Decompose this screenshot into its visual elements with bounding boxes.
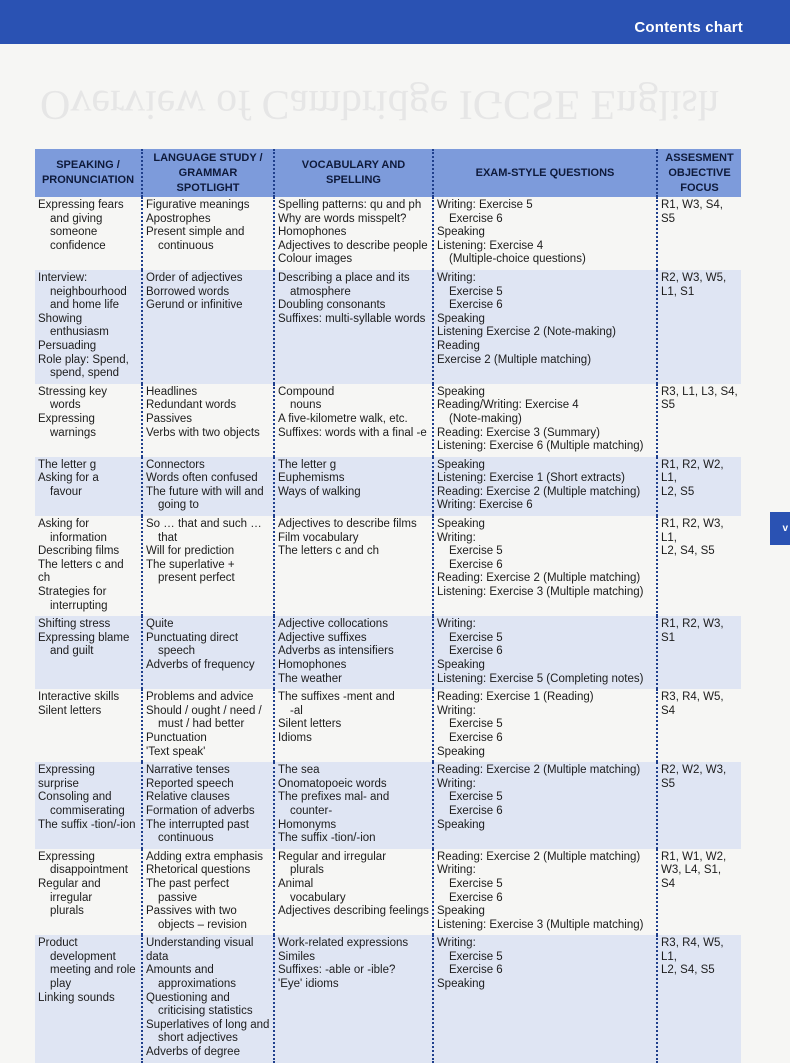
cell-line: Animal xyxy=(278,877,314,890)
cell-line: spend, spend xyxy=(50,367,120,380)
cell-line: plurals xyxy=(290,864,324,877)
cell-line: Writing: xyxy=(437,618,476,631)
cell-line: continuous xyxy=(158,239,214,252)
cell-line: (Multiple-choice questions) xyxy=(449,253,586,266)
cell-line: development xyxy=(50,950,116,963)
cell-line: Silent letters xyxy=(38,704,102,717)
cell-line: Listening: Exercise 6 (Multiple matching) xyxy=(437,440,644,453)
cell-line: Adjectives describing feelings xyxy=(278,905,429,918)
cell-line: The letter g xyxy=(38,458,97,471)
cell-line: plurals xyxy=(50,905,84,918)
cell-line: Listening: Exercise 5 (Completing notes) xyxy=(437,672,644,685)
assessment-cell xyxy=(657,516,741,616)
assessment-cell xyxy=(657,197,741,270)
cell-line: Adding extra emphasis xyxy=(146,850,263,863)
cell-line: -al xyxy=(290,704,303,717)
cell-line: Role play: Spend, xyxy=(38,353,129,366)
cell-line: Adjectives to describe films xyxy=(278,518,417,531)
cell-line: Reading: Exercise 2 (Multiple matching) xyxy=(437,850,641,863)
cell-line: Interactive skills xyxy=(38,691,120,704)
cell-line: play xyxy=(50,978,72,991)
language-study-cell xyxy=(142,935,274,1062)
exam-questions-cell xyxy=(433,689,657,762)
cell-line: and giving xyxy=(50,212,103,225)
cell-line: that xyxy=(158,531,178,544)
cell-line: Reading xyxy=(437,339,480,352)
cell-line: confidence xyxy=(50,239,106,252)
cell-line: Relative clauses xyxy=(146,791,230,804)
cell-line: Will for prediction xyxy=(146,545,235,558)
language-study-cell xyxy=(142,457,274,516)
cell-line: Expressing fears xyxy=(38,199,124,211)
cell-line: So … that and such … xyxy=(146,518,262,531)
assessment-cell xyxy=(657,689,741,762)
cell-line: The letters c and ch xyxy=(38,558,124,585)
cell-line: The letters c and ch xyxy=(278,545,379,558)
cell-line: Apostrophes xyxy=(146,212,211,225)
cell-line: Expressing surprise xyxy=(38,764,95,790)
cell-line: favour xyxy=(50,485,82,498)
speaking-cell xyxy=(35,270,142,384)
cell-line: Asking for xyxy=(38,518,90,531)
vocabulary-cell xyxy=(274,935,433,1062)
cell-line: and home life xyxy=(50,299,120,312)
cell-line: A five-kilometre walk, etc. xyxy=(278,412,408,425)
cell-line: Rhetorical questions xyxy=(146,864,251,877)
language-study-cell xyxy=(142,516,274,616)
speaking-cell xyxy=(35,935,142,1062)
cell-line: R1, R2, W3, S1 xyxy=(661,618,724,644)
language-study-cell xyxy=(142,762,274,849)
cell-line: Suffixes: words with a final -e xyxy=(278,426,427,439)
cell-line: Why are words misspelt? xyxy=(278,212,407,225)
speaking-cell xyxy=(35,516,142,616)
cell-line: Homonyms xyxy=(278,818,337,831)
cell-line: commiserating xyxy=(50,804,125,817)
cell-line: nouns xyxy=(290,399,322,412)
cell-line: Linking sounds xyxy=(38,991,115,1004)
cell-line: Asking for a xyxy=(38,472,99,485)
cell-line: R2, W2, W3, S5 xyxy=(661,764,727,790)
cell-line: Formation of adverbs xyxy=(146,804,255,817)
cell-line: Punctuating direct xyxy=(146,631,239,644)
column-header-vocabulary: VOCABULARY AND SPELLING xyxy=(274,149,433,197)
cell-line: Shifting stress xyxy=(38,618,111,631)
cell-line: Narrative tenses xyxy=(146,764,230,777)
language-study-cell xyxy=(142,270,274,384)
cell-line: Work-related expressions xyxy=(278,937,409,950)
cell-line: Regular and irregular xyxy=(278,850,387,863)
table-row xyxy=(35,935,741,1062)
cell-line: enthusiasm xyxy=(50,326,109,339)
cell-line: Writing: xyxy=(437,271,476,284)
cell-line: Speaking xyxy=(437,518,485,531)
cell-line: Exercise 6 xyxy=(449,558,503,571)
cell-line: Speaking xyxy=(437,978,485,991)
cell-line: Exercise 6 xyxy=(449,212,503,225)
cell-line: Regular and xyxy=(38,877,101,890)
cell-line: The suffix -tion/-ion xyxy=(38,818,136,831)
header-bar xyxy=(0,0,790,44)
cell-line: Reading/Writing: Exercise 4 xyxy=(437,399,579,412)
cell-line: Writing: Exercise 6 xyxy=(437,499,533,512)
cell-line: Exercise 5 xyxy=(449,285,503,298)
cell-line: counter- xyxy=(290,804,333,817)
cell-line: The weather xyxy=(278,672,342,685)
cell-line: The interrupted past xyxy=(146,818,249,831)
cell-line: Exercise 5 xyxy=(449,791,503,804)
table-row xyxy=(35,616,741,689)
exam-questions-cell xyxy=(433,616,657,689)
cell-line: Describing a place and its xyxy=(278,271,410,284)
table-row xyxy=(35,849,741,936)
cell-line: Listening: Exercise 1 (Short extracts) xyxy=(437,472,625,485)
cell-line: Punctuation xyxy=(146,731,207,744)
cell-line: Passives with two xyxy=(146,905,237,918)
cell-line: Listening: Exercise 4 xyxy=(437,239,544,252)
assessment-cell xyxy=(657,457,741,516)
cell-line: Exercise 6 xyxy=(449,891,503,904)
cell-line: The sea xyxy=(278,764,320,777)
cell-line: R3, L1, L3, S4, xyxy=(661,385,738,398)
cell-line: Writing: Exercise 5 xyxy=(437,199,533,211)
cell-line: someone xyxy=(50,226,98,239)
cell-line: going to xyxy=(158,499,199,512)
side-tab: v xyxy=(770,512,790,545)
cell-line: vocabulary xyxy=(290,891,346,904)
cell-line: Reported speech xyxy=(146,777,234,790)
cell-line: W3, L4, S1, S4 xyxy=(661,864,722,890)
cell-line: Speaking xyxy=(437,458,485,471)
cell-line: disappointment xyxy=(50,864,128,877)
cell-line: Speaking xyxy=(437,312,485,325)
cell-line: The prefixes mal- and xyxy=(278,791,390,804)
vocabulary-cell xyxy=(274,197,433,270)
cell-line: and guilt xyxy=(50,645,94,658)
cell-line: Exercise 6 xyxy=(449,964,503,977)
vocabulary-cell xyxy=(274,689,433,762)
cell-line: Strategies for xyxy=(38,586,107,599)
cell-line: Euphemisms xyxy=(278,472,345,485)
cell-line: criticising statistics xyxy=(158,1005,253,1018)
table-row xyxy=(35,762,741,849)
cell-line: Writing: xyxy=(437,777,476,790)
cell-line: Quite xyxy=(146,618,174,631)
cell-line: Exercise 5 xyxy=(449,718,503,731)
cell-line: Silent letters xyxy=(278,718,342,731)
cell-line: Speaking xyxy=(437,745,485,758)
exam-questions-cell xyxy=(433,197,657,270)
cell-line: R3, R4, W5, S4 xyxy=(661,691,724,717)
cell-line: L1, S1 xyxy=(661,285,695,298)
column-header-language-study: LANGUAGE STUDY / GRAMMAR SPOTLIGHT xyxy=(142,149,274,197)
assessment-cell xyxy=(657,849,741,936)
table-row xyxy=(35,197,741,270)
cell-line: Exercise 6 xyxy=(449,731,503,744)
exam-questions-cell xyxy=(433,849,657,936)
cell-line: Questioning and xyxy=(146,991,230,1004)
cell-line: Adjective suffixes xyxy=(278,631,367,644)
cell-line: Passives xyxy=(146,412,193,425)
cell-line: Compound xyxy=(278,385,335,398)
cell-line: Adverbs of frequency xyxy=(146,659,255,671)
cell-line: R3, R4, W5, L1, xyxy=(661,937,724,963)
cell-line: Reading: Exercise 2 (Multiple matching) xyxy=(437,764,641,777)
cell-line: Writing: xyxy=(437,937,476,950)
cell-line: Reading: Exercise 3 (Summary) xyxy=(437,426,600,439)
cell-line: The past perfect xyxy=(146,877,230,890)
cell-line: Exercise 6 xyxy=(449,299,503,312)
cell-line: Describing films xyxy=(38,545,120,558)
vocabulary-cell xyxy=(274,457,433,516)
cell-line: Exercise 6 xyxy=(449,804,503,817)
cell-line: L2, S5 xyxy=(661,485,695,498)
page-title: Contents chart xyxy=(634,19,743,36)
cell-line: Connectors xyxy=(146,458,205,471)
table-row xyxy=(35,689,741,762)
cell-line: Writing: xyxy=(437,531,476,544)
cell-line: Adverbs as intensifiers xyxy=(278,645,394,658)
table-row xyxy=(35,457,741,516)
vocabulary-cell xyxy=(274,762,433,849)
cell-line: Speaking xyxy=(437,385,485,398)
cell-line: Adjectives to describe people xyxy=(278,239,428,252)
cell-line: passive xyxy=(158,891,197,904)
table-row xyxy=(35,516,741,616)
cell-line: irregular xyxy=(50,891,93,904)
cell-line: 'Eye' idioms xyxy=(278,978,339,991)
language-study-cell xyxy=(142,689,274,762)
cell-line: Exercise 5 xyxy=(449,631,503,644)
cell-line: L2, S4, S5 xyxy=(661,964,715,977)
cell-line: Ways of walking xyxy=(278,485,361,498)
cell-line: Adverbs of degree xyxy=(146,1046,240,1059)
cell-line: speech xyxy=(158,645,196,658)
cell-line: Showing xyxy=(38,312,83,325)
cell-line: information xyxy=(50,531,107,544)
cell-line: short adjectives xyxy=(158,1032,238,1045)
assessment-cell xyxy=(657,762,741,849)
cell-line: warnings xyxy=(50,426,97,439)
cell-line: The suffixes -ment and xyxy=(278,691,395,704)
cell-line: Borrowed words xyxy=(146,285,230,298)
cell-line: Reading: Exercise 2 (Multiple matching) xyxy=(437,572,641,585)
cell-line: Exercise 2 (Multiple matching) xyxy=(437,353,592,366)
cell-line: Expressing xyxy=(38,412,95,425)
cell-line: Exercise 5 xyxy=(449,877,503,890)
table-row xyxy=(35,270,741,384)
cell-line: words xyxy=(50,399,81,412)
exam-questions-cell xyxy=(433,457,657,516)
cell-line: approximations xyxy=(158,978,236,991)
table-row xyxy=(35,384,741,457)
vocabulary-cell xyxy=(274,270,433,384)
cell-line: Writing: xyxy=(437,704,476,717)
cell-line: Speaking xyxy=(437,659,485,671)
vocabulary-cell xyxy=(274,616,433,689)
cell-line: Consoling and xyxy=(38,791,112,804)
table-body xyxy=(35,197,741,1063)
cell-line: Exercise 5 xyxy=(449,545,503,558)
language-study-cell xyxy=(142,384,274,457)
cell-line: Product xyxy=(38,937,78,950)
cell-line: Present simple and xyxy=(146,226,245,239)
exam-questions-cell xyxy=(433,516,657,616)
cell-line: Superlatives of long and xyxy=(146,1018,270,1031)
assessment-cell xyxy=(657,935,741,1062)
cell-line: Speaking xyxy=(437,905,485,918)
cell-line: Interview: xyxy=(38,271,88,284)
cell-line: Stressing key xyxy=(38,385,108,398)
cell-line: Spelling patterns: qu and ph xyxy=(278,199,422,211)
vocabulary-cell xyxy=(274,384,433,457)
cell-line: Problems and advice xyxy=(146,691,254,704)
speaking-cell xyxy=(35,689,142,762)
assessment-cell xyxy=(657,384,741,457)
speaking-cell xyxy=(35,457,142,516)
cell-line: Doubling consonants xyxy=(278,299,386,312)
cell-line: Should / ought / need / xyxy=(146,704,262,717)
cell-line: Homophones xyxy=(278,659,347,671)
language-study-cell xyxy=(142,616,274,689)
cell-line: Exercise 6 xyxy=(449,645,503,658)
cell-line: Idioms xyxy=(278,731,312,744)
contents-table xyxy=(35,149,741,1063)
cell-line: R1, R2, W2, L1, xyxy=(661,458,724,485)
assessment-cell xyxy=(657,616,741,689)
cell-line: Redundant words xyxy=(146,399,237,412)
cell-line: Expressing xyxy=(38,850,95,863)
cell-line: Listening: Exercise 3 (Multiple matching) xyxy=(437,918,644,931)
cell-line: Persuading xyxy=(38,339,97,352)
assessment-cell xyxy=(657,270,741,384)
cell-line: Suffixes: multi-syllable words xyxy=(278,312,426,325)
column-header-assessment: ASSESMENT OBJECTIVE FOCUS xyxy=(657,149,741,197)
cell-line: Listening: Exercise 3 (Multiple matching) xyxy=(437,586,644,599)
cell-line: Similes xyxy=(278,950,316,963)
cell-line: The superlative + xyxy=(146,558,235,571)
cell-line: must / had better xyxy=(158,718,245,731)
cell-line: interrupting xyxy=(50,599,108,612)
cell-line: Gerund or infinitive xyxy=(146,299,243,312)
cell-line: Colour images xyxy=(278,253,353,266)
cell-line: Film vocabulary xyxy=(278,531,359,544)
cell-line: Verbs with two objects xyxy=(146,426,260,439)
cell-line: Homophones xyxy=(278,226,347,239)
language-study-cell xyxy=(142,849,274,936)
column-header-exam-questions: EXAM-STYLE QUESTIONS xyxy=(433,149,657,197)
cell-line: present perfect xyxy=(158,572,235,585)
cell-line: Order of adjectives xyxy=(146,271,243,284)
cell-line: objects – revision xyxy=(158,918,247,931)
speaking-cell xyxy=(35,197,142,270)
cell-line: Reading: Exercise 1 (Reading) xyxy=(437,691,594,704)
cell-line: L2, S4, S5 xyxy=(661,545,715,558)
cell-line: Listening Exercise 2 (Note-making) xyxy=(437,326,616,339)
cell-line: Speaking xyxy=(437,226,485,239)
exam-questions-cell xyxy=(433,384,657,457)
exam-questions-cell xyxy=(433,935,657,1062)
vocabulary-cell xyxy=(274,849,433,936)
cell-line: continuous xyxy=(158,832,214,845)
cell-line: meeting and role xyxy=(50,964,136,977)
cell-line: R1, W1, W2, xyxy=(661,850,727,863)
cell-line: R2, W3, W5, xyxy=(661,271,727,284)
cell-line: 'Text speak' xyxy=(146,745,206,758)
cell-line: Reading: Exercise 2 (Multiple matching) xyxy=(437,485,641,498)
cell-line: Speaking xyxy=(437,818,485,831)
language-study-cell xyxy=(142,197,274,270)
speaking-cell xyxy=(35,762,142,849)
vocabulary-cell xyxy=(274,516,433,616)
exam-questions-cell xyxy=(433,762,657,849)
cell-line: Suffixes: -able or -ible? xyxy=(278,964,396,977)
cell-line: Headlines xyxy=(146,385,198,398)
cell-line: Writing: xyxy=(437,864,476,877)
column-header-speaking: SPEAKING / PRONUNCIATION xyxy=(35,149,142,197)
cell-line: The future with will and xyxy=(146,485,264,498)
cell-line: Exercise 5 xyxy=(449,950,503,963)
speaking-cell xyxy=(35,849,142,936)
speaking-cell xyxy=(35,616,142,689)
cell-line: Expressing blame xyxy=(38,631,130,644)
cell-line: S5 xyxy=(661,399,676,412)
cell-line: Understanding visual data xyxy=(146,937,254,963)
cell-line: Words often confused xyxy=(146,472,258,485)
speaking-cell xyxy=(35,384,142,457)
cell-line: Onomatopoeic words xyxy=(278,777,387,790)
cell-line: Figurative meanings xyxy=(146,199,250,211)
cell-line: The letter g xyxy=(278,458,337,471)
watermark-text: Overview of Cambridge IGCSE English xyxy=(40,81,719,127)
cell-line: (Note-making) xyxy=(449,412,522,425)
header-row xyxy=(35,149,741,197)
cell-line: R1, W3, S4, S5 xyxy=(661,199,723,225)
cell-line: neighbourhood xyxy=(50,285,127,298)
cell-line: R1, R2, W3, L1, xyxy=(661,518,724,544)
cell-line: atmosphere xyxy=(290,285,351,298)
cell-line: Amounts and xyxy=(146,964,214,977)
exam-questions-cell xyxy=(433,270,657,384)
cell-line: Adjective collocations xyxy=(278,618,388,631)
cell-line: The suffix -tion/-ion xyxy=(278,832,376,845)
